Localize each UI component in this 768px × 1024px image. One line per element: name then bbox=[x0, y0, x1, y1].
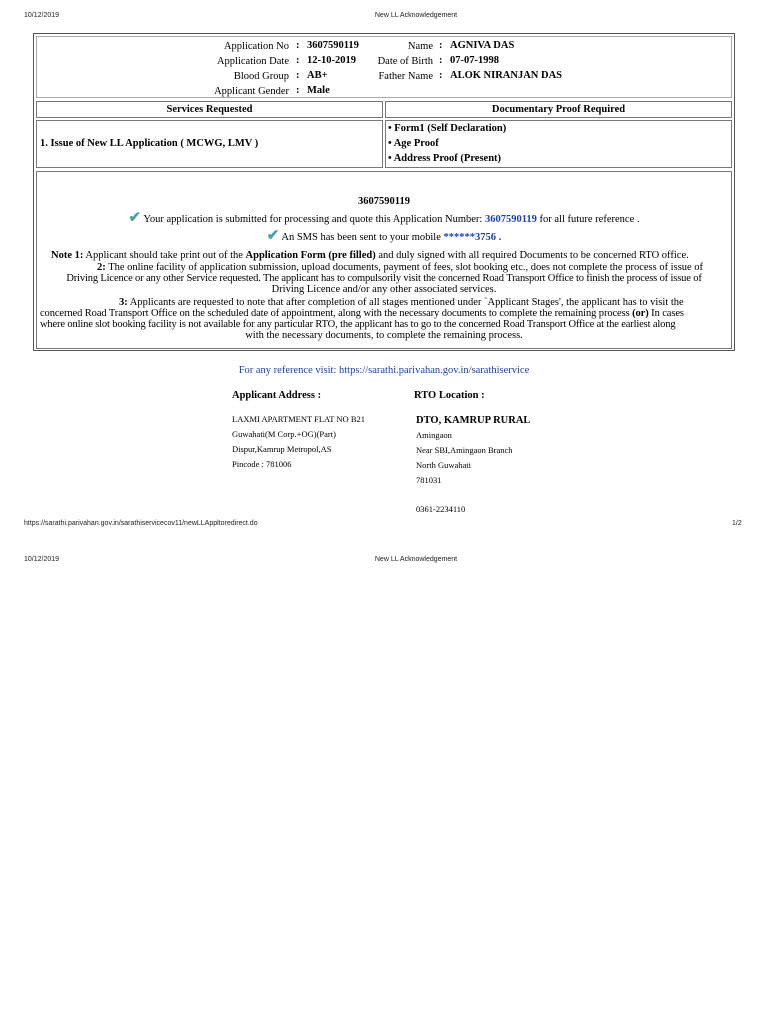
application-number: 3607590119 bbox=[358, 196, 410, 207]
gender-label: Applicant Gender bbox=[214, 86, 289, 97]
rto-name: DTO, KAMRUP RURAL bbox=[416, 415, 531, 426]
submitted-text: Your application is submitted for processing and quote this Application Number: bbox=[143, 214, 483, 225]
note-1 bbox=[51, 250, 731, 262]
proof-item: • Age Proof bbox=[388, 138, 439, 149]
dob-label: Date of Birth bbox=[377, 56, 433, 67]
page-url: https://sarathi.parivahan.gov.in/sarathiservicecov11/newLLAppltoredirect.do bbox=[24, 520, 258, 527]
service-item: 1. Issue of New LL Application ( MCWG, LMV ) bbox=[40, 138, 259, 149]
sms-tail: . bbox=[498, 232, 502, 243]
blood-value: AB+ bbox=[307, 70, 328, 81]
note-3-line3: where online slot booking facility is not available for any particular RTO, the applicant has to go to the concerned Road Transport Office at the earliest along bbox=[40, 319, 676, 330]
sms-text: An SMS has been sent to your mobile bbox=[281, 232, 441, 243]
submitted-line bbox=[37, 209, 731, 229]
proof-header: Documentary Proof Required bbox=[385, 101, 732, 118]
app-date-value: 12-10-2019 bbox=[307, 55, 356, 66]
note-3-or: (or) bbox=[632, 308, 649, 319]
colon: : bbox=[296, 85, 300, 96]
address-heading: Applicant Address : bbox=[232, 390, 322, 401]
acknowledgement-box bbox=[33, 33, 735, 351]
check-icon: ✔ bbox=[128, 210, 142, 226]
rto-address-line: North Guwahati bbox=[416, 460, 472, 470]
note-2-text: The online facility of application submission, upload documents, payment of fees, slot booking etc., does not complete the process of issue of bbox=[108, 262, 704, 273]
colon: : bbox=[439, 55, 443, 66]
address-line: Pincode : 781006 bbox=[232, 459, 292, 469]
page-title: New LL Acknowledgement bbox=[374, 12, 458, 19]
service-cell bbox=[36, 120, 383, 168]
proof-item: • Form1 (Self Declaration) bbox=[388, 123, 507, 134]
note-3-text: Applicants are requested to note that after completion of all stages mentioned under `Applicant Stages', the applicant has to visit the bbox=[129, 297, 684, 308]
applicant-info bbox=[36, 36, 732, 98]
colon: : bbox=[439, 40, 443, 51]
app-no-label: Application No bbox=[223, 41, 289, 52]
note-3-text: In cases bbox=[651, 308, 684, 319]
proof-cell bbox=[385, 120, 732, 168]
colon: : bbox=[296, 40, 300, 51]
reference-link[interactable]: For any reference visit: https://sarathi.parivahan.gov.in/sarathiservice bbox=[238, 365, 530, 376]
note-3-text: concerned Road Transport Office on the scheduled date of appointment, along with the necessary documents to complete the remaining process bbox=[40, 308, 630, 319]
page-number: 1/2 bbox=[732, 520, 742, 527]
rto-address-line: 781031 bbox=[416, 475, 442, 485]
page-date: 10/12/2019 bbox=[24, 556, 60, 563]
address-line: LAXMI APARTMENT FLAT NO B21 bbox=[232, 414, 365, 424]
colon: : bbox=[296, 70, 300, 81]
address-line: Guwahati(M Corp.+OG)(Part) bbox=[232, 429, 336, 439]
rto-heading: RTO Location : bbox=[414, 390, 485, 401]
note-1-tail: and duly signed with all required Documents to be concerned RTO office. bbox=[378, 250, 689, 261]
address-line: Dispur,Kamrup Metropol,AS bbox=[232, 444, 332, 454]
note-3-line2 bbox=[40, 308, 684, 320]
note-1-label: Note 1: bbox=[51, 250, 84, 261]
rto-address-line: Near SBI,Amingaon Branch bbox=[416, 445, 513, 455]
sms-line bbox=[37, 228, 731, 246]
name-label: Name bbox=[407, 41, 433, 52]
note-2-line1 bbox=[97, 262, 703, 274]
note-1-text: Applicant should take print out of the bbox=[85, 250, 243, 261]
gender-value: Male bbox=[307, 85, 330, 96]
submitted-number: 3607590119 bbox=[484, 214, 537, 225]
app-no-value: 3607590119 bbox=[307, 40, 359, 51]
note-1-bold: Application Form (pre filled) bbox=[245, 250, 376, 261]
sms-mobile: ******3756 bbox=[443, 232, 497, 243]
app-date-label: Application Date bbox=[216, 56, 289, 67]
page-date: 10/12/2019 bbox=[24, 12, 60, 19]
name-value: AGNIVA DAS bbox=[450, 40, 515, 51]
note-2-label: 2: bbox=[97, 262, 106, 273]
note-2-line3: Driving Licence and/or any other associated services. bbox=[271, 284, 497, 295]
blood-label: Blood Group bbox=[233, 71, 289, 82]
colon: : bbox=[439, 70, 443, 81]
father-label: Father Name bbox=[378, 71, 433, 82]
father-value: ALOK NIRANJAN DAS bbox=[450, 70, 563, 81]
rto-address-block bbox=[416, 428, 513, 488]
address-block bbox=[232, 412, 365, 472]
submitted-tail: for all future reference . bbox=[539, 214, 640, 225]
note-3-line4: with the necessary documents, to complete the remaining process. bbox=[245, 330, 523, 341]
notes-panel bbox=[36, 171, 732, 349]
dob-value: 07-07-1998 bbox=[450, 55, 499, 66]
rto-phone: 0361-2234110 bbox=[416, 504, 466, 514]
note-3-line1 bbox=[119, 297, 684, 309]
note-3-label: 3: bbox=[119, 297, 128, 308]
check-icon: ✔ bbox=[266, 228, 280, 244]
services-header: Services Requested bbox=[36, 101, 383, 118]
page-title: New LL Acknowledgement bbox=[374, 556, 458, 563]
colon: : bbox=[296, 55, 300, 66]
proof-item: • Address Proof (Present) bbox=[388, 153, 502, 164]
note-2-line2: Driving Licence or any other Service requested. The applicant has to compulsorily visit the concerned Road Transport Office to finish the process of issue of bbox=[66, 273, 702, 284]
rto-address-line: Amingaon bbox=[416, 430, 452, 440]
